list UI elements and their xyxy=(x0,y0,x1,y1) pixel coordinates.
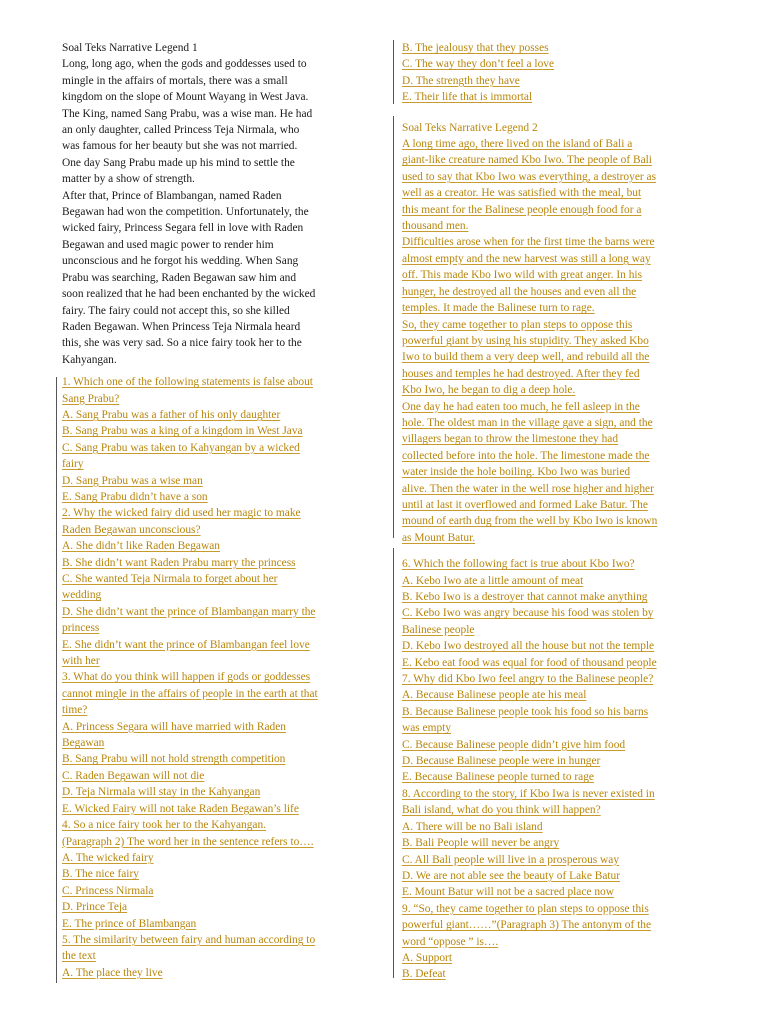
question-line: B. Defeat xyxy=(402,968,446,981)
question-line: E. The prince of Blambangan xyxy=(62,917,197,930)
question-line: time? xyxy=(62,704,88,717)
question-line: 4. So a nice fairy took her to the Kahyangan. xyxy=(62,819,267,832)
question-line: powerful giant……”(Paragraph 3) The antonym of the xyxy=(402,919,652,932)
passage-line: One day he had eaten too much, he fell asleep in the xyxy=(402,400,640,413)
question-box-right-bottom xyxy=(393,548,394,978)
question-line: princess xyxy=(62,622,100,635)
question-line: B. The jealousy that they posses xyxy=(402,42,549,54)
passage-line: this, she was very sad. So a nice fairy took her to the xyxy=(62,337,302,350)
question-line: word “oppose ” is…. xyxy=(402,935,499,948)
passage-line: mingle in the affairs of mortals, there was a small xyxy=(62,74,288,87)
question-line: 9. “So, they came together to plan steps to oppose this xyxy=(402,902,649,915)
question-line: A. The place they live xyxy=(62,966,163,979)
question-line: D. She didn’t want the prince of Blambangan marry the xyxy=(62,605,316,618)
question-line: C. Raden Begawan will not die xyxy=(62,769,205,782)
passage-box-right xyxy=(393,116,394,538)
passage-line: mound of earth dug from the well by Kbo Iwo is known xyxy=(402,515,658,528)
question-line: B. Bali People will never be angry xyxy=(402,837,560,850)
question-line: A. Because Balinese people ate his meal xyxy=(402,689,587,702)
passage-line: villagers began to throw the limestone they had xyxy=(402,433,619,446)
passage-line: Kahyangan. xyxy=(62,353,117,366)
question-line: B. The nice fairy xyxy=(62,868,139,881)
question-box-right-top xyxy=(393,40,394,104)
passage-line: water inside the hole boiling. Kbo Iwo was buried xyxy=(402,466,631,479)
question-line: 7. Why did Kbo Iwo feel angry to the Balinese people? xyxy=(402,673,654,686)
passage-line: unconscious and he forgot his wedding. When Sang xyxy=(62,255,299,268)
question-line: D. Kebo Iwo destroyed all the house but not the temple xyxy=(402,640,655,653)
passage-line: hunger, he destroyed all the houses and even all the xyxy=(402,285,637,298)
passage-line: Iwo to build them a very deep well, and rebuild all the xyxy=(402,351,650,364)
question-line: D. We are not able see the beauty of Lake Batur xyxy=(402,869,621,882)
passage-line: One day Sang Prabu made up his mind to settle the xyxy=(62,156,295,169)
question-line: D. Teja Nirmala will stay in the Kahyangan xyxy=(62,786,261,799)
question-line: 8. According to the story, if Kbo Iwa is never existed in xyxy=(402,787,655,800)
legend-2-title: Soal Teks Narrative Legend 2 xyxy=(402,121,538,134)
passage-line: temples. It made the Balinese turn to rage. xyxy=(402,302,595,315)
passage-line: Difficulties arose when for the first time the barns were xyxy=(402,236,655,249)
question-line: the text xyxy=(62,950,96,963)
passage-line: was famous for her beauty but she was not married. xyxy=(62,140,298,153)
question-line: 3. What do you think will happen if gods or goddesses xyxy=(62,671,311,684)
passage-line: hole. The oldest man in the village gave a sign, and the xyxy=(402,416,653,429)
question-line: C. She wanted Teja Nirmala to forget about her xyxy=(62,573,278,585)
passage-line: an only daughter, called Princess Teja Nirmala, who xyxy=(62,124,300,137)
question-line: C. Kebo Iwo was angry because his food was stolen by xyxy=(402,607,654,620)
passage-line: powerful giant by using his stupidity. They asked Kbo xyxy=(402,334,649,347)
passage-line: off. This made Kbo Iwo wild with great anger. In his xyxy=(402,269,643,282)
question-line: Sang Prabu? xyxy=(62,392,120,405)
passage-line: as Mount Batur. xyxy=(402,531,476,544)
question-line: E. Sang Prabu didn’t have a son xyxy=(62,490,208,503)
question-line: A. Kebo Iwo ate a little amount of meat xyxy=(402,574,584,587)
question-line: E. She didn’t want the prince of Blambangan feel love xyxy=(62,638,310,651)
passage-line: soon realized that he had been enchanted by the wicked xyxy=(62,288,316,301)
question-line: A. Sang Prabu was a father of his only daughter xyxy=(62,408,281,421)
legend-1-questions xyxy=(62,374,362,981)
question-line: E. Mount Batur will not be a sacred place now xyxy=(402,886,614,899)
question-line: Raden Begawan unconscious? xyxy=(62,523,201,536)
question-line: wedding xyxy=(62,589,102,602)
passage-line: almost empty and the new harvest was still a long way xyxy=(402,252,651,265)
passage-line: Raden Begawan. When Princess Teja Nirmala heard xyxy=(62,320,301,333)
left-column xyxy=(62,40,362,981)
passage-line: A long time ago, there lived on the island of Bali a xyxy=(402,138,633,151)
passage-line: Prabu was searching, Raden Begawan saw him and xyxy=(62,271,297,284)
question-line: Bali island, what do you think will happen? xyxy=(402,804,601,817)
passage-line: thousand men. xyxy=(402,220,469,233)
legend-2-passage xyxy=(402,136,722,546)
question-line: C. All Bali people will live in a prosperous way xyxy=(402,853,620,866)
passage-line: Long, long ago, when the gods and goddesses used to xyxy=(62,58,307,71)
question-line: C. Princess Nirmala xyxy=(62,884,154,897)
question-line: B. Kebo Iwo is a destroyer that cannot make anything xyxy=(402,591,648,603)
question-line: B. Sang Prabu was a king of a kingdom in West Java xyxy=(62,425,303,438)
question-line: D. Because Balinese people were in hunger xyxy=(402,755,601,768)
question-line: A. There will be no Bali island xyxy=(402,820,543,833)
question-line: C. Because Balinese people didn’t give him food xyxy=(402,738,626,751)
question-line: (Paragraph 2) The word her in the sentence refers to…. xyxy=(62,835,314,848)
legend-1-passage xyxy=(62,56,362,368)
question-line: E. Wicked Fairy will not take Raden Begawan’s life xyxy=(62,802,299,815)
question-line: A. Princess Segara will have married with Raden xyxy=(62,720,286,733)
question-line: with her xyxy=(62,655,100,668)
legend-1-title: Soal Teks Narrative Legend 1 xyxy=(62,42,198,54)
question-line: A. The wicked fairy xyxy=(62,851,154,864)
question-5-options xyxy=(402,40,722,106)
question-line: B. Because Balinese people took his food so his barns xyxy=(402,705,649,718)
question-line: C. The way they don’t feel a love xyxy=(402,58,555,71)
question-line: B. Sang Prabu will not hold strength competition xyxy=(62,753,286,766)
passage-line: collected before into the hole. The limestone made the xyxy=(402,449,650,462)
question-line: cannot mingle in the affairs of people in the earth at that xyxy=(62,687,318,700)
question-line: 6. Which the following fact is true about Kbo Iwo? xyxy=(402,558,635,571)
question-line: 2. Why the wicked fairy did used her magic to make xyxy=(62,507,301,520)
question-line: 5. The similarity between fairy and human according to xyxy=(62,933,316,946)
question-line: 1. Which one of the following statements is false about xyxy=(62,376,313,389)
passage-line: giant-like creature named Kbo Iwo. The people of Bali xyxy=(402,154,652,167)
question-line: D. The strength they have xyxy=(402,74,520,87)
passage-line: The King, named Sang Prabu, was a wise man. He had xyxy=(62,107,313,120)
passage-line: houses and temples he had destroyed. After they fed xyxy=(402,367,640,380)
passage-line: until at last it overflowed and formed Lake Batur. The xyxy=(402,498,648,511)
passage-line: alive. Then the water in the well rose higher and higher xyxy=(402,482,654,495)
question-line: A. She didn’t like Raden Begawan xyxy=(62,540,220,553)
question-line: fairy xyxy=(62,458,84,471)
passage-line: kingdom on the slope of Mount Wayang in West Java. xyxy=(62,91,309,104)
right-column xyxy=(402,40,722,983)
question-line: E. Because Balinese people turned to rage xyxy=(402,771,594,784)
question-line: A. Support xyxy=(402,951,452,964)
question-line: B. She didn’t want Raden Prabu marry the princess xyxy=(62,556,296,569)
question-line: was empty xyxy=(402,722,452,735)
passage-line: After that, Prince of Blambangan, named Raden xyxy=(62,189,282,202)
passage-line: matter by a show of strength. xyxy=(62,173,195,186)
passage-line: So, they came together to plan steps to oppose this xyxy=(402,318,633,331)
passage-line: this meant for the Balinese people enough food for a xyxy=(402,203,642,216)
question-line: D. Prince Teja xyxy=(62,901,128,914)
question-line: E. Their life that is immortal xyxy=(402,91,533,104)
passage-line: Kbo Iwo, he began to dig a deep hole. xyxy=(402,384,576,397)
passage-line: wicked fairy, Princess Segara fell in love with Raden xyxy=(62,222,304,235)
passage-line: Begawan had won the competition. Unfortunately, the xyxy=(62,206,309,219)
passage-line: used to say that Kbo Iwo was everything, a destroyer as xyxy=(402,170,657,183)
question-line: C. Sang Prabu was taken to Kahyangan by a wicked xyxy=(62,441,300,454)
passage-line: fairy. The fairy could not accept this, so she killed xyxy=(62,304,290,317)
passage-line: Begawan and used magic power to render him xyxy=(62,238,274,251)
question-line: D. Sang Prabu was a wise man xyxy=(62,474,203,487)
legend-2-questions xyxy=(402,556,722,983)
passage-line: well as a creator. He was satisfied with the meal, but xyxy=(402,187,642,200)
question-line: Begawan xyxy=(62,737,105,750)
question-line: E. Kebo eat food was equal for food of thousand people xyxy=(402,656,657,669)
question-line: Balinese people xyxy=(402,623,475,636)
